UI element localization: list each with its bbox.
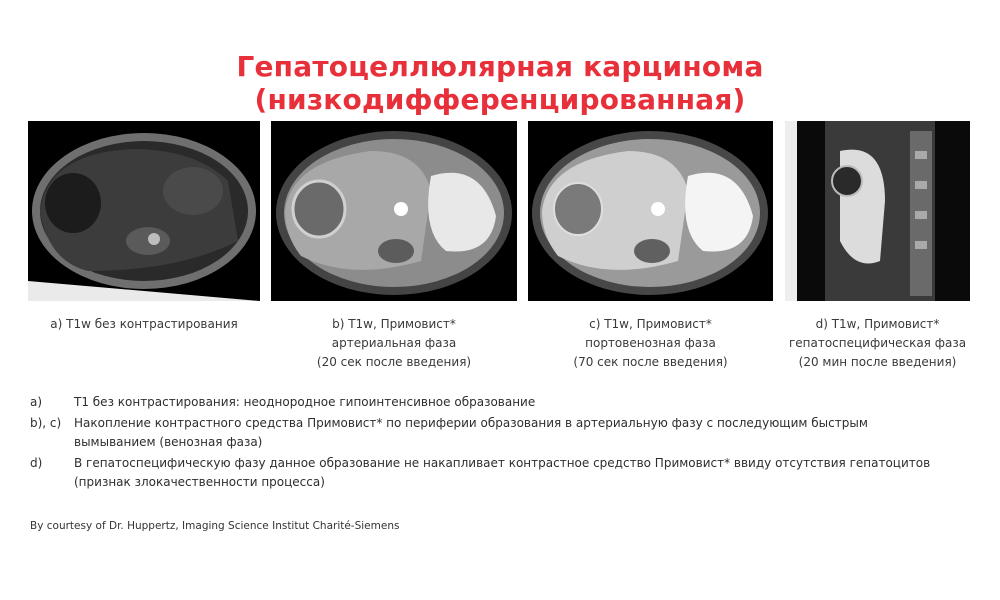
caption-d (775, 315, 980, 372)
mri-image-c (528, 121, 773, 301)
caption-a-line-1: a) T1w без контрастирования (50, 317, 238, 331)
caption-d-line-2: гепатоспецифическая фаза (788, 336, 967, 350)
caption-d-line-1: d) T1w, Примовист* (815, 317, 940, 331)
note-a-line-1: T1 без контрастирования: неоднородное гипоинтенсивное образование (74, 395, 536, 409)
note-d-text (74, 454, 970, 492)
note-d-line-1: В гепатоспецифическую фазу данное образование не накапливает контрастное средство Примовист* ввиду отсутствия гепатоцитов (74, 456, 931, 470)
mri-image-a (28, 121, 260, 301)
note-bc-line-1: Накопление контрастного средства Примовист* по периферии образования в артериальную фазу с последующим быстрым (74, 416, 868, 430)
note-d-key: d) (30, 456, 43, 470)
note-a-text (74, 393, 970, 412)
note-bc-text (74, 414, 970, 452)
note-bc (30, 414, 970, 452)
caption-c (528, 315, 773, 372)
caption-b-line-1: b) T1w, Примовист* (332, 317, 456, 331)
mri-image-b (271, 121, 517, 301)
page-title: Гепатоцеллюлярная карцинома (низкодифференцированная) (236, 50, 764, 116)
caption-d-line-3: (20 мин после введения) (798, 355, 957, 369)
image-credit: By courtesy of Dr. Huppertz, Imaging Science Institut Charité-Siemens (30, 520, 400, 532)
note-a-key: a) (30, 395, 43, 409)
note-a (30, 393, 970, 412)
caption-c-line-1: c) T1w, Примовист* (589, 317, 712, 331)
caption-c-line-3: (70 сек после введения) (573, 355, 728, 369)
caption-b-line-2: артериальная фаза (331, 336, 457, 350)
notes-list (30, 393, 970, 494)
mri-image-d (785, 121, 970, 301)
caption-b (271, 315, 517, 372)
note-d-line-2: (признак злокачественности процесса) (74, 475, 325, 489)
caption-c-line-2: портовенозная фаза (585, 336, 716, 350)
caption-b-line-3: (20 сек после введения) (316, 355, 472, 369)
note-bc-key: b), c) (30, 416, 62, 430)
note-d (30, 454, 970, 492)
caption-a (28, 315, 260, 334)
note-bc-line-2: вымыванием (венозная фаза) (74, 435, 263, 449)
